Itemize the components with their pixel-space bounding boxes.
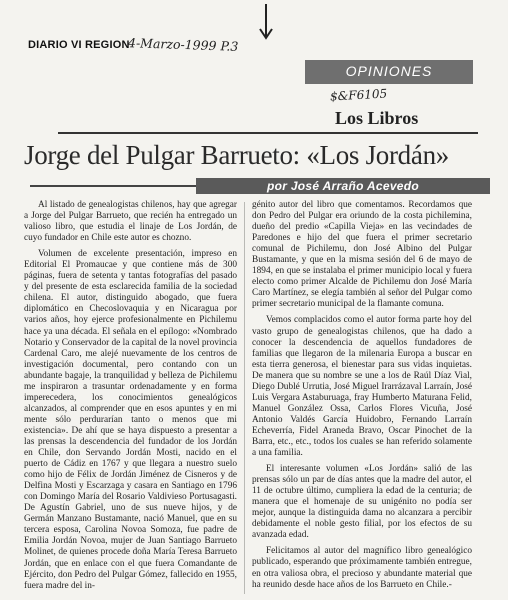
paragraph: Volumen de excelente presentación, impreso en Editorial El Promaucae y que contiene más de 300 páginas, fuera de setenta y tantas fotografías del pasado y del presente de esta esclarecida familia de la sociedad chilena. El autor, distinguido abogado, que fuera diplomático en Checoslovaquia y en Nicaragua por varios años, hoy ejerce profesionalmente en Pichilemu hace ya una década. El señala en el epílogo: «Nombrado Notario y Conservador de la capital de la novel provincia Cardenal Caro, me alejé nuevamente de los centros de investigación documental, pero contando con un abundante bagaje, la tranquilidad y belleza de Pichilemu me inspiraron a trasuntar ordenadamente y en forma imperecedera, los conocimientos genealógicos alcanzados, al comprender que en esos apuntes y en mi mente sólo perdurarían tanto o menos que mi existencia». De ahí que se haya dispuesto a presentar a las prensas la descendencia del fundador de los Jordán en Chile, don Servando Jordán Mosti, nacido en el puerto de Cádiz en 1767 y que llegara a nuestro suelo como hijo de Félix de Jordán Jiménez de Cisneros y de Delfina Mosti y Escarzaga y casara en Santiago en 1796 con Domingo María del Rosario Valdivieso Portusagasti. De Agustín Gabriel, uno de sus nueve hijos, y de Germán Manzano Bustamante, nació Manuel, que en su tercera esposa, Carolina Novoa Somoza, fue padre de Emilia Jordán Novoa, mujer de Juan Santiago Barrueto Molinet, de quienes procede doña María Teresa Barrueto Jordán, que en enlace con el que fuera Comandante de Ejército, don Pedro del Pulgar Gómez, fallecido en 1955, fuera madre del in- (24, 249, 237, 591)
byline-rule (30, 185, 196, 187)
handwritten-arrow (256, 2, 276, 47)
paragraph: Al listado de genealogistas chilenos, hay que agregar a Jorge del Pulgar Barrueto, que recién ha entregado un valioso libro, que estudia el linaje de Los Jordán, de cuyo fundador en Chile este autor es chozno. (24, 200, 237, 244)
newspaper-name: DIARIO VI REGION (28, 39, 130, 51)
byline: por José Arraño Acevedo (266, 179, 420, 193)
handwritten-date: 4-Marzo-1999 P.3 (127, 35, 239, 54)
byline-banner (196, 178, 490, 194)
article-column-right (252, 200, 472, 598)
paragraph: Felicitamos al autor del magnífico libro genealógico publicado, esperando que próximamente también entregue, en otra valiosa obra, el precioso y abundante material que ha reunido desde hace años de los Barrueto en Chile.- (252, 546, 472, 590)
paragraph: génito autor del libro que comentamos. Recordamos que don Pedro del Pulgar era oriundo de la costa pichilemina, dueño del predio «Capilla Vieja» en las vecindades de Paredones e hijo del que fuera el primer secretario comunal de Pichilemu, don José Albino del Pulgar Bustamante, y que en la misma sesión del 6 de mayo de 1894, en que se instalaba el primer municipio local y fuera electo como primer Alcalde de Pichilemu don José María Caro Martínez, se elegía también al señor del Pulgar como primer secretario municipal de la flamante comuna. (252, 200, 472, 310)
column-divider (244, 202, 245, 594)
section-banner (305, 60, 473, 84)
rubric-title: Los Libros (335, 108, 419, 128)
header-rule (58, 132, 478, 134)
section-label: OPINIONES (345, 63, 433, 79)
paragraph: Vemos complacidos como el autor forma parte hoy del vasto grupo de genealogistas chilenos, que ha dado a conocer la descendencia de aquellos fundadores de familias que llegaron de la milenaria Europa a buscar en esta tierra generosa, el bienestar para sus vidas inquietas. De manera que su nombre se une a los de Raúl Díaz Vial, Diego Dublé Urrutia, José Miguel Irarrázaval Larraín, José Luis Vergara Astaburuaga, fray Humberto Maturana Felid, Manuel González Ossa, Carlos Flores Vicuña, José Antonio Valdés García Huidobro, Fernando Larraín Echeverría, Fidel Araneda Bravo, Oscar Pinochet de la Barra, etc., etc., todos los cuales se han referido solamente a una familia. (252, 315, 472, 459)
article-column-left (24, 200, 237, 598)
headline: Jorge del Pulgar Barrueto: «Los Jordán» (24, 140, 449, 170)
handwritten-code: $&F6105 (329, 86, 388, 104)
paragraph: El interesante volumen «Los Jordán» salió de las prensas sólo un par de días antes que la madre del autor, el 11 de octubre último, cumpliera la edad de la centuria; de manera que el homenaje de su unigénito no podía ser mejor, aunque la distinguida dama no alcanzara a percibir debidamente el noble gesto filial, por los efectos de su avanzada edad. (252, 464, 472, 541)
